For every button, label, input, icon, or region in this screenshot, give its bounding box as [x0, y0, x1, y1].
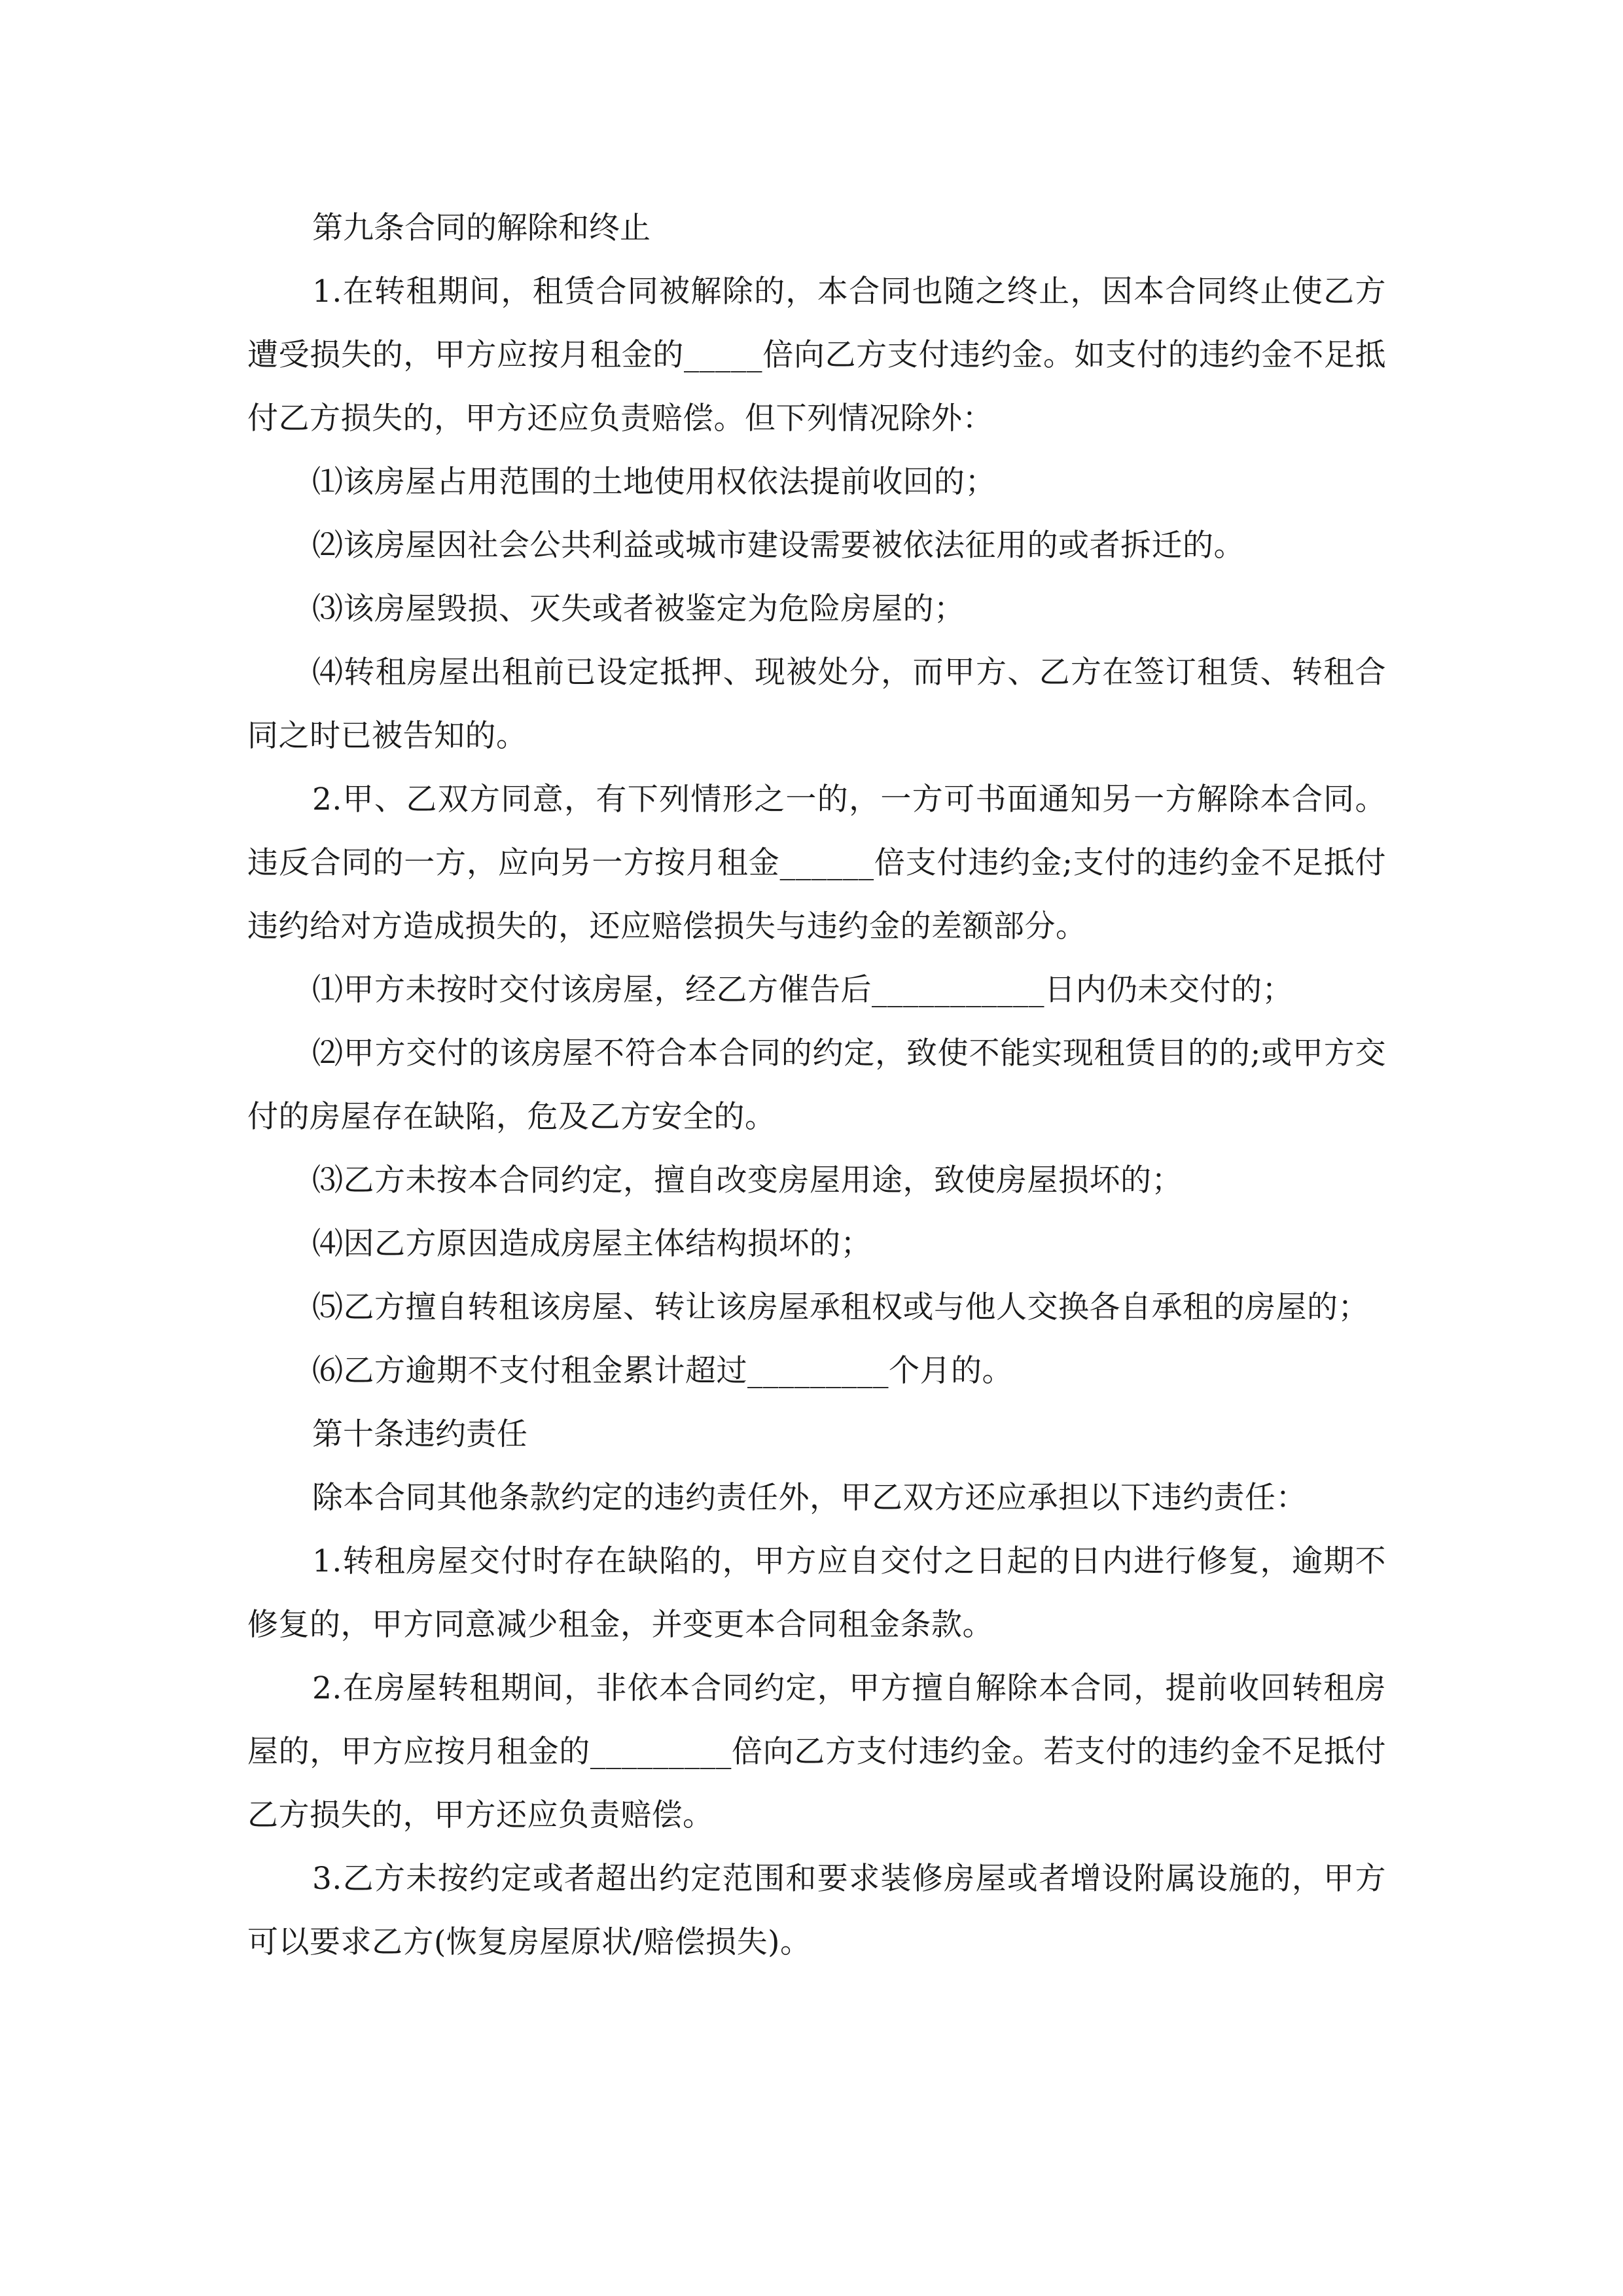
- clause-9-1-item-1: ⑴该房屋占用范围的土地使用权依法提前收回的；: [312, 464, 996, 500]
- clause-9-1: 1.在转租期间，租赁合同被解除的，本合同也随之终止，因本合同终止使乙方遭受损失的，甲方应按月租金的_____倍向乙方支付违约金。如支付的违约金不足抵付乙方损失的，甲方还应负责赔偿。但下列情况除外：: [247, 274, 1386, 437]
- clause-9-1-item-4: ⑷转租房屋出租前已设定抵押、现被处分，而甲方、乙方在签订租赁、转租合同之时已被告知的。: [247, 655, 1386, 754]
- clause-10-1: 1.转租房屋交付时存在缺陷的，甲方应自交付之日起的日内进行修复，逾期不修复的，甲方同意减少租金，并变更本合同租金条款。: [247, 1543, 1386, 1643]
- document-body: [247, 196, 1386, 1974]
- clause-9-2-item-3: ⑶乙方未按本合同约定，擅自改变房屋用途，致使房屋损坏的；: [312, 1162, 1183, 1198]
- clause-10-2: 2.在房屋转租期间，非依本合同约定，甲方擅自解除本合同，提前收回转租房屋的，甲方应按月租金的_________倍向乙方支付违约金。若支付的违约金不足抵付乙方损失的，甲方还应负责赔偿。: [247, 1670, 1386, 1833]
- clause-9-2-item-4: ⑷因乙方原因造成房屋主体结构损坏的；: [312, 1226, 872, 1262]
- clause-9-2: 2.甲、乙双方同意，有下列情形之一的，一方可书面通知另一方解除本合同。违反合同的一方，应向另一方按月租金______倍支付违约金;支付的违约金不足抵付违约给对方造成损失的，还应赔偿损失与违约金的差额部分。: [247, 781, 1386, 944]
- section-heading-9: 第九条合同的解除和终止: [312, 210, 651, 246]
- clause-9-2-item-6: ⑹乙方逾期不支付租金累计超过_________个月的。: [312, 1353, 1013, 1389]
- clause-10-3: 3.乙方未按约定或者超出约定范围和要求装修房屋或者增设附属设施的，甲方可以要求乙方(恢复房屋原状/赔偿损失)。: [247, 1861, 1386, 1960]
- clause-10-intro: 除本合同其他条款约定的违约责任外，甲乙双方还应承担以下违约责任：: [312, 1480, 1307, 1516]
- clause-9-2-item-2: ⑵甲方交付的该房屋不符合本合同的约定，致使不能实现租赁目的的;或甲方交付的房屋存在缺陷，危及乙方安全的。: [247, 1035, 1386, 1135]
- clause-9-1-item-2: ⑵该房屋因社会公共利益或城市建设需要被依法征用的或者拆迁的。: [312, 528, 1245, 564]
- clause-9-2-item-1: ⑴甲方未按时交付该房屋，经乙方催告后___________日内仍未交付的；: [312, 972, 1293, 1008]
- clause-9-1-item-3: ⑶该房屋毁损、灭失或者被鉴定为危险房屋的；: [312, 591, 965, 627]
- clause-9-2-item-5: ⑸乙方擅自转租该房屋、转让该房屋承租权或与他人交换各自承租的房屋的；: [312, 1289, 1369, 1325]
- section-heading-10: 第十条违约责任: [312, 1416, 527, 1452]
